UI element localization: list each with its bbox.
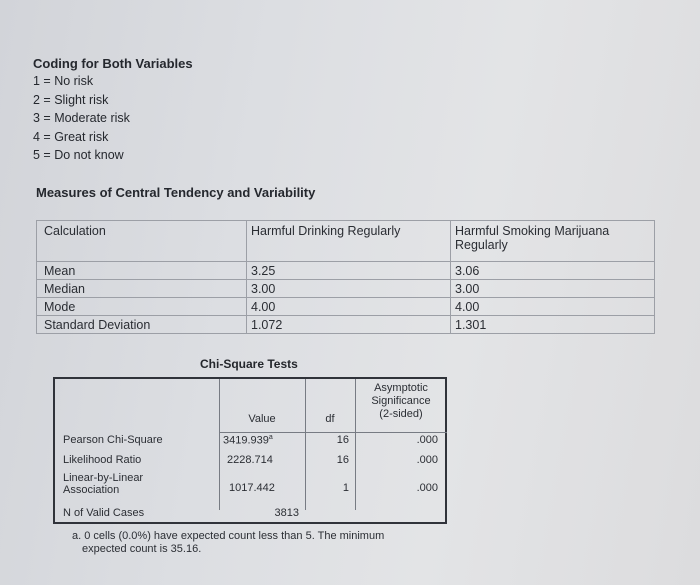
coding-item: 3 = Moderate risk (33, 111, 130, 125)
marijuana-value: 4.00 (451, 298, 655, 316)
measures-table (36, 220, 655, 334)
marijuana-value: 1.301 (451, 316, 655, 334)
row-label: Median (37, 280, 247, 298)
row-label-line: Association (63, 484, 120, 496)
coding-title: Coding for Both Variables (33, 56, 193, 71)
header-sig-line: Significance (371, 395, 431, 407)
value-cell: 3419.939$^a$ (223, 434, 273, 447)
table-row (37, 280, 655, 298)
drinking-value: 4.00 (247, 298, 451, 316)
value-cell: 2228.714 (227, 454, 273, 466)
header-divider (219, 432, 447, 433)
chi-square-footnote (72, 530, 442, 556)
marijuana-value: 3.06 (451, 262, 655, 280)
header-sig-line: Asymptotic (374, 382, 428, 394)
sig-cell: .000 (416, 434, 438, 446)
header-value: Value (248, 413, 276, 425)
table-row (37, 316, 655, 334)
df-cell: 16 (336, 434, 349, 446)
header-marijuana: Harmful Smoking Marijuana Regularly (451, 221, 655, 262)
df-cell: 1 (342, 482, 349, 494)
footnote-line: a. 0 cells (0.0%) have expected count less than 5. The minimum (72, 530, 385, 542)
header-df: df (325, 413, 335, 425)
chi-square-table (53, 377, 447, 524)
coding-item: 1 = No risk (33, 74, 94, 88)
drinking-value: 1.072 (247, 316, 451, 334)
sig-cell: .000 (416, 482, 438, 494)
column-divider (219, 379, 220, 510)
coding-item: 5 = Do not know (33, 148, 124, 162)
drinking-value: 3.00 (247, 280, 451, 298)
header-sig-line: (2-sided) (379, 408, 423, 420)
row-label: Standard Deviation (37, 316, 247, 334)
row-label-line: Linear-by-Linear (63, 472, 144, 484)
drinking-value: 3.25 (247, 262, 451, 280)
table-row (37, 262, 655, 280)
row-label: Mode (37, 298, 247, 316)
value-cell: 3813 (274, 507, 299, 519)
row-label (63, 472, 143, 496)
table-row (37, 298, 655, 316)
row-label: Mean (37, 262, 247, 280)
df-cell: 16 (336, 454, 349, 466)
row-label: N of Valid Cases (63, 507, 145, 519)
header-drinking: Harmful Drinking Regularly (247, 221, 451, 262)
header-calculation: Calculation (37, 221, 247, 262)
value-cell: 1017.442 (229, 482, 275, 494)
table-header-row (37, 221, 655, 262)
marijuana-value: 3.00 (451, 280, 655, 298)
coding-item: 4 = Great risk (33, 130, 109, 144)
chi-square-title: Chi-Square Tests (200, 357, 298, 371)
header-significance (355, 382, 447, 421)
row-label: Pearson Chi-Square (63, 434, 163, 446)
footnote-line: expected count is 35.16. (82, 543, 202, 555)
measures-title: Measures of Central Tendency and Variability (36, 185, 316, 200)
coding-item: 2 = Slight risk (33, 93, 109, 107)
row-label: Likelihood Ratio (63, 454, 142, 466)
sig-cell: .000 (416, 454, 438, 466)
